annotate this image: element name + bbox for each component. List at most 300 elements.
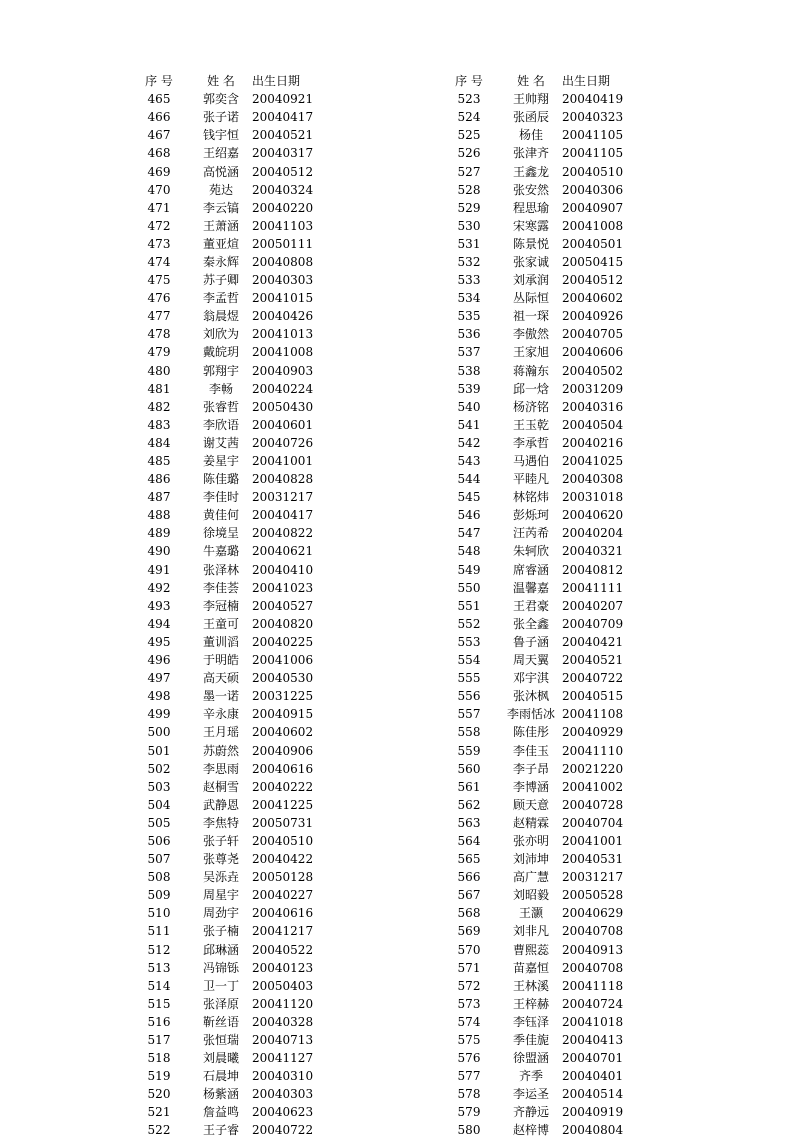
row-number: 465 xyxy=(147,92,171,107)
student-name: 张恒瑞 xyxy=(202,1033,239,1048)
table-row xyxy=(128,506,332,524)
row-number: 530 xyxy=(457,218,481,233)
table-row xyxy=(438,271,642,289)
birth-date: 20040606 xyxy=(562,345,624,360)
row-number: 483 xyxy=(147,417,171,432)
birth-date: 20040708 xyxy=(562,924,624,939)
birth-date: 20040321 xyxy=(562,544,624,559)
table-row xyxy=(438,398,642,416)
student-name: 苏子卿 xyxy=(202,273,239,288)
birth-date: 20040708 xyxy=(562,960,624,975)
student-name: 汪芮希 xyxy=(512,526,549,541)
row-number: 572 xyxy=(457,978,481,993)
table-row xyxy=(438,760,642,778)
table-row xyxy=(128,687,332,705)
student-name: 赵精霖 xyxy=(512,815,549,830)
student-name: 张泽林 xyxy=(202,562,239,577)
student-name: 谢艾茜 xyxy=(202,435,239,450)
table-row xyxy=(128,796,332,814)
student-name: 靳丝语 xyxy=(202,1014,239,1029)
row-number: 497 xyxy=(147,671,171,686)
birth-date: 20040705 xyxy=(562,327,624,342)
birth-date: 20040225 xyxy=(252,634,314,649)
row-number: 557 xyxy=(457,707,481,722)
birth-date: 20040828 xyxy=(252,472,314,487)
birth-date: 20050430 xyxy=(252,399,314,414)
birth-date: 20040220 xyxy=(252,200,314,215)
row-number: 506 xyxy=(147,833,171,848)
birth-date: 20040601 xyxy=(252,417,314,432)
birth-date: 20040812 xyxy=(562,562,624,577)
table-row xyxy=(128,579,332,597)
student-name: 林铭炜 xyxy=(512,490,549,505)
student-name: 王家旭 xyxy=(512,345,549,360)
row-number: 535 xyxy=(457,309,481,324)
birth-date: 20040317 xyxy=(252,146,314,161)
student-name: 朱轲欣 xyxy=(512,544,549,559)
birth-date: 20031217 xyxy=(562,870,624,885)
row-number: 518 xyxy=(147,1051,171,1066)
birth-date: 20040123 xyxy=(252,960,314,975)
row-number: 540 xyxy=(457,399,481,414)
row-number: 545 xyxy=(457,490,481,505)
student-name: 蒋瀚东 xyxy=(512,363,549,378)
row-number: 568 xyxy=(457,906,481,921)
table-row xyxy=(128,380,332,398)
birth-date: 20040722 xyxy=(252,1123,314,1138)
birth-date: 20040316 xyxy=(562,399,624,414)
table-row xyxy=(128,651,332,669)
table-row xyxy=(128,723,332,741)
row-number: 516 xyxy=(147,1014,171,1029)
table-row xyxy=(438,108,642,126)
table-row xyxy=(438,542,642,560)
birth-date: 20041118 xyxy=(562,978,624,993)
birth-date: 20040504 xyxy=(562,417,624,432)
row-number: 550 xyxy=(457,580,481,595)
birth-date: 20031225 xyxy=(252,689,314,704)
table-row xyxy=(438,687,642,705)
birth-date: 20040808 xyxy=(252,254,314,269)
row-number: 502 xyxy=(147,761,171,776)
row-number: 473 xyxy=(147,236,171,251)
row-number: 542 xyxy=(457,435,481,450)
student-name: 温馨嘉 xyxy=(512,580,549,595)
row-number: 541 xyxy=(457,417,481,432)
table-row xyxy=(438,741,642,759)
row-number: 507 xyxy=(147,852,171,867)
student-name: 高天硕 xyxy=(202,671,239,686)
row-number: 532 xyxy=(457,254,481,269)
birth-date: 20040303 xyxy=(252,273,314,288)
table-row xyxy=(438,181,642,199)
birth-date: 20040726 xyxy=(252,435,314,450)
student-name: 李焦特 xyxy=(202,815,239,830)
row-number: 479 xyxy=(147,345,171,360)
student-name: 季佳旎 xyxy=(512,1033,549,1048)
student-name: 王子睿 xyxy=(202,1123,239,1138)
student-name: 王帅翔 xyxy=(512,92,549,107)
row-number: 533 xyxy=(457,273,481,288)
student-name: 周星宇 xyxy=(202,888,239,903)
table-row xyxy=(128,271,332,289)
table-row xyxy=(128,561,332,579)
table-row xyxy=(438,977,642,995)
row-number: 570 xyxy=(457,942,481,957)
table-row xyxy=(438,868,642,886)
student-name: 武静恩 xyxy=(202,797,239,812)
student-name: 杨佳 xyxy=(518,128,543,143)
row-number: 565 xyxy=(457,852,481,867)
student-name: 刘欣为 xyxy=(202,327,239,342)
birth-date: 20040324 xyxy=(252,182,314,197)
row-number: 511 xyxy=(147,924,171,939)
table-row xyxy=(438,343,642,361)
birth-date: 20041018 xyxy=(562,1014,624,1029)
student-name: 张家诚 xyxy=(512,254,549,269)
student-name: 杨济铭 xyxy=(512,399,549,414)
birth-date: 20040419 xyxy=(562,92,624,107)
table-row xyxy=(438,723,642,741)
student-name: 郭奕含 xyxy=(202,92,239,107)
row-number: 559 xyxy=(457,743,481,758)
birth-date: 20040724 xyxy=(562,996,624,1011)
row-number: 503 xyxy=(147,779,171,794)
row-number: 577 xyxy=(457,1069,481,1084)
header-row xyxy=(438,72,642,90)
table-row xyxy=(128,144,332,162)
table-row xyxy=(128,253,332,271)
birth-date: 20040417 xyxy=(252,110,314,125)
table-row xyxy=(128,995,332,1013)
table-row xyxy=(438,922,642,940)
birth-date: 20041105 xyxy=(562,146,624,161)
birth-date: 20041105 xyxy=(562,128,624,143)
row-number: 563 xyxy=(457,815,481,830)
student-name: 陈景悦 xyxy=(512,236,549,251)
table-row xyxy=(128,1067,332,1085)
row-number: 501 xyxy=(147,743,171,758)
row-number: 569 xyxy=(457,924,481,939)
row-number: 560 xyxy=(457,761,481,776)
row-number: 508 xyxy=(147,870,171,885)
student-name: 张子楠 xyxy=(202,924,239,939)
table-row xyxy=(438,796,642,814)
birth-date: 20040323 xyxy=(562,110,624,125)
student-name: 杨紫涵 xyxy=(202,1087,239,1102)
table-row xyxy=(128,832,332,850)
student-name: 程思瑜 xyxy=(512,200,549,215)
birth-date: 20040417 xyxy=(252,508,314,523)
table-row xyxy=(438,1103,642,1121)
table-row xyxy=(128,343,332,361)
birth-date: 20040921 xyxy=(252,92,314,107)
row-number: 481 xyxy=(147,381,171,396)
table-row xyxy=(128,959,332,977)
row-number: 555 xyxy=(457,671,481,686)
row-number: 579 xyxy=(457,1105,481,1120)
row-number: 544 xyxy=(457,472,481,487)
row-number: 514 xyxy=(147,978,171,993)
table-row xyxy=(128,886,332,904)
student-name: 刘晨曦 xyxy=(202,1051,239,1066)
student-name: 王玉乾 xyxy=(512,417,549,432)
student-name: 李畅 xyxy=(208,381,233,396)
table-row xyxy=(438,832,642,850)
birth-date: 20050128 xyxy=(252,870,314,885)
row-number: 528 xyxy=(457,182,481,197)
student-name: 宋寒露 xyxy=(512,218,549,233)
table-row xyxy=(128,1049,332,1067)
birth-date: 20040207 xyxy=(562,598,624,613)
birth-date: 20040906 xyxy=(252,743,314,758)
birth-date: 20040521 xyxy=(562,653,624,668)
table-row xyxy=(128,615,332,633)
table-row xyxy=(128,977,332,995)
table-row xyxy=(438,705,642,723)
table-row xyxy=(128,760,332,778)
student-name: 李钰泽 xyxy=(512,1014,549,1029)
table-row xyxy=(128,488,332,506)
birth-date: 20041120 xyxy=(252,996,314,1011)
student-name: 吴泺垚 xyxy=(202,870,239,885)
student-name: 张睿哲 xyxy=(202,399,239,414)
student-name: 李傲然 xyxy=(512,327,549,342)
row-number: 488 xyxy=(147,508,171,523)
header-name: 姓 名 xyxy=(517,74,545,89)
table-row xyxy=(128,633,332,651)
birth-date: 20040616 xyxy=(252,906,314,921)
row-number: 515 xyxy=(147,996,171,1011)
table-row xyxy=(438,1085,642,1103)
row-number: 491 xyxy=(147,562,171,577)
row-number: 498 xyxy=(147,689,171,704)
table-row xyxy=(438,1121,642,1139)
student-name: 张子诺 xyxy=(202,110,239,125)
birth-date: 20041103 xyxy=(252,218,314,233)
table-row xyxy=(438,199,642,217)
table-row xyxy=(438,1067,642,1085)
table-row xyxy=(128,199,332,217)
table-row xyxy=(438,126,642,144)
student-name: 张全鑫 xyxy=(512,616,549,631)
student-name: 顾天意 xyxy=(512,797,549,812)
birth-date: 20040222 xyxy=(252,779,314,794)
row-number: 496 xyxy=(147,653,171,668)
student-name: 李承哲 xyxy=(512,435,549,450)
row-number: 513 xyxy=(147,960,171,975)
birth-date: 20041008 xyxy=(562,218,624,233)
birth-date: 20040728 xyxy=(562,797,624,812)
row-number: 492 xyxy=(147,580,171,595)
birth-date: 20040915 xyxy=(252,707,314,722)
birth-date: 20040531 xyxy=(562,852,624,867)
student-name: 姜星宇 xyxy=(202,454,239,469)
student-name: 齐静远 xyxy=(512,1105,549,1120)
table-row xyxy=(128,126,332,144)
table-row xyxy=(128,922,332,940)
birth-date: 20040629 xyxy=(562,906,624,921)
birth-date: 20040421 xyxy=(562,634,624,649)
table-row xyxy=(438,1031,642,1049)
table-row xyxy=(128,1013,332,1031)
row-number: 468 xyxy=(147,146,171,161)
roster-table-right xyxy=(438,72,642,1140)
student-name: 王梓赫 xyxy=(512,996,549,1011)
table-row xyxy=(128,941,332,959)
table-row xyxy=(128,217,332,235)
student-name: 陈佳彤 xyxy=(512,725,549,740)
birth-date: 20040713 xyxy=(252,1033,314,1048)
table-row xyxy=(438,850,642,868)
birth-date: 20040502 xyxy=(562,363,624,378)
table-row xyxy=(128,741,332,759)
student-name: 周劲宇 xyxy=(202,906,239,921)
student-name: 于明皓 xyxy=(202,653,239,668)
table-row xyxy=(438,941,642,959)
table-row xyxy=(438,217,642,235)
table-row xyxy=(438,506,642,524)
birth-date: 20040620 xyxy=(562,508,624,523)
birth-date: 20040521 xyxy=(252,128,314,143)
row-number: 571 xyxy=(457,960,481,975)
student-name: 张函辰 xyxy=(512,110,549,125)
table-row xyxy=(438,561,642,579)
birth-date: 20041001 xyxy=(252,454,314,469)
student-name: 刘非凡 xyxy=(512,924,549,939)
student-name: 席睿涵 xyxy=(512,562,549,577)
row-number: 495 xyxy=(147,634,171,649)
student-name: 戴皖玥 xyxy=(202,345,239,360)
student-name: 祖一琛 xyxy=(512,309,549,324)
row-number: 509 xyxy=(147,888,171,903)
table-row xyxy=(438,162,642,180)
student-name: 詹益鸣 xyxy=(202,1105,239,1120)
birth-date: 20041015 xyxy=(252,291,314,306)
birth-date: 20040216 xyxy=(562,435,624,450)
birth-date: 20040422 xyxy=(252,852,314,867)
student-name: 丛际恒 xyxy=(512,291,549,306)
table-row xyxy=(438,995,642,1013)
birth-date: 20040623 xyxy=(252,1105,314,1120)
birth-date: 20040204 xyxy=(562,526,624,541)
student-name: 平睦凡 xyxy=(512,472,549,487)
student-name: 张津齐 xyxy=(512,146,549,161)
table-row xyxy=(438,1049,642,1067)
table-row xyxy=(438,307,642,325)
birth-date: 20040701 xyxy=(562,1051,624,1066)
row-number: 576 xyxy=(457,1051,481,1066)
row-number: 519 xyxy=(147,1069,171,1084)
table-row xyxy=(128,1031,332,1049)
birth-date: 20031217 xyxy=(252,490,314,505)
row-number: 485 xyxy=(147,454,171,469)
table-row xyxy=(128,868,332,886)
birth-date: 20040621 xyxy=(252,544,314,559)
table-row xyxy=(128,162,332,180)
student-name: 王鑫龙 xyxy=(512,164,549,179)
row-number: 562 xyxy=(457,797,481,812)
row-number: 474 xyxy=(147,254,171,269)
row-number: 480 xyxy=(147,363,171,378)
birth-date: 20041008 xyxy=(252,345,314,360)
student-name: 陈佳璐 xyxy=(202,472,239,487)
student-name: 赵桐雪 xyxy=(202,779,239,794)
birth-date: 20040514 xyxy=(562,1087,624,1102)
birth-date: 20040401 xyxy=(562,1069,624,1084)
student-name: 李雨恬冰 xyxy=(506,707,555,722)
birth-date: 20041127 xyxy=(252,1051,314,1066)
student-name: 高广慧 xyxy=(512,870,549,885)
table-row xyxy=(438,524,642,542)
student-name: 邱琳涵 xyxy=(202,942,239,957)
row-number: 531 xyxy=(457,236,481,251)
birth-date: 20040512 xyxy=(562,273,624,288)
table-row xyxy=(438,959,642,977)
student-name: 李佳荟 xyxy=(202,580,239,595)
table-row xyxy=(128,289,332,307)
row-number: 521 xyxy=(147,1105,171,1120)
table-row xyxy=(128,325,332,343)
student-name: 王萧涵 xyxy=(202,218,239,233)
student-name: 冯锦铄 xyxy=(202,960,239,975)
birth-date: 20050415 xyxy=(562,254,624,269)
student-name: 马遇伯 xyxy=(512,454,549,469)
birth-date: 20041013 xyxy=(252,327,314,342)
student-name: 彭烁珂 xyxy=(512,508,549,523)
row-number: 537 xyxy=(457,345,481,360)
student-name: 王月瑶 xyxy=(202,725,239,740)
student-name: 郭翔宇 xyxy=(202,363,239,378)
table-row xyxy=(438,579,642,597)
row-number: 578 xyxy=(457,1087,481,1102)
row-number: 551 xyxy=(457,598,481,613)
birth-date: 20040820 xyxy=(252,616,314,631)
birth-date: 20040303 xyxy=(252,1087,314,1102)
student-name: 苗嘉恒 xyxy=(512,960,549,975)
row-number: 520 xyxy=(147,1087,171,1102)
row-number: 478 xyxy=(147,327,171,342)
row-number: 561 xyxy=(457,779,481,794)
table-row xyxy=(128,416,332,434)
student-name: 石晨坤 xyxy=(202,1069,239,1084)
table-row xyxy=(438,289,642,307)
row-number: 580 xyxy=(457,1123,481,1138)
row-number: 548 xyxy=(457,544,481,559)
roster-table-left xyxy=(128,72,332,1140)
birth-date: 20040224 xyxy=(252,381,314,396)
student-name: 苑达 xyxy=(208,182,233,197)
student-name: 卫一丁 xyxy=(202,978,239,993)
row-number: 525 xyxy=(457,128,481,143)
student-name: 徐盟涵 xyxy=(512,1051,549,1066)
row-number: 505 xyxy=(147,815,171,830)
student-name: 苏蔚然 xyxy=(202,743,239,758)
row-number: 475 xyxy=(147,273,171,288)
birth-date: 20041001 xyxy=(562,833,624,848)
table-row xyxy=(438,90,642,108)
table-row xyxy=(438,886,642,904)
student-name: 邓宇淇 xyxy=(512,671,549,686)
student-name: 王绍嘉 xyxy=(202,146,239,161)
student-name: 王灏 xyxy=(518,906,543,921)
table-row xyxy=(128,434,332,452)
student-name: 李博涵 xyxy=(512,779,549,794)
birth-date: 20040530 xyxy=(252,671,314,686)
student-name: 张尊尧 xyxy=(202,852,239,867)
table-row xyxy=(438,380,642,398)
table-row xyxy=(438,488,642,506)
